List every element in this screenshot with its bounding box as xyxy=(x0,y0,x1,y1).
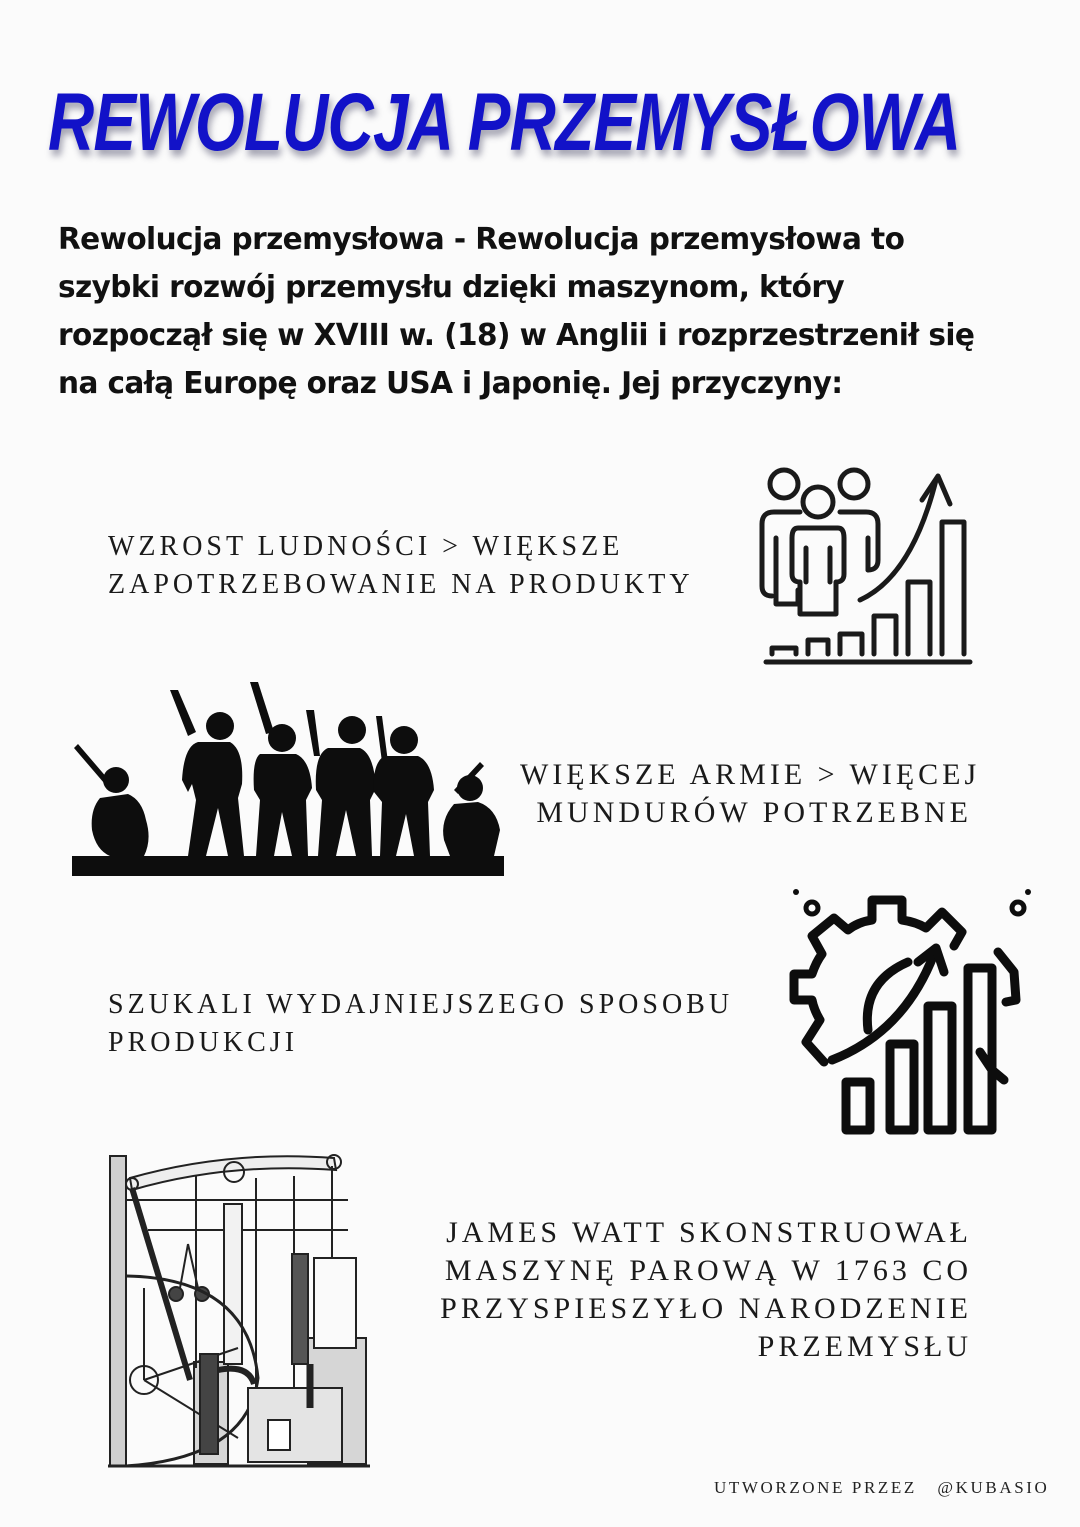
cause-steam-engine-text xyxy=(440,1214,972,1366)
intro-line: Rewolucja przemysłowa - Rewolucja przemysłowa to xyxy=(58,222,905,257)
cause-line: WIĘKSZE ARMIE > WIĘCEJ xyxy=(520,758,981,791)
intro-line: szybki rozwój przemysłu dzięki maszynom, który xyxy=(58,270,845,305)
steam-engine-engraving-image xyxy=(108,1148,370,1468)
footer-author: @KUBASIO xyxy=(937,1478,1050,1497)
gear-growth-chart-icon xyxy=(784,882,1040,1138)
cause-line: PRZEMYSŁU xyxy=(757,1330,972,1363)
footer-credit xyxy=(714,1478,1049,1498)
intro-paragraph xyxy=(58,216,1023,408)
cause-armies-text xyxy=(520,756,981,832)
page-title: REWOLUCJA PRZEMYSŁOWA xyxy=(48,77,961,168)
cause-line: MUNDURÓW POTRZEBNE xyxy=(536,796,972,829)
cause-line: PRODUKCJI xyxy=(108,1027,299,1058)
cause-line: SZUKALI WYDAJNIEJSZEGO SPOSOBU xyxy=(108,989,734,1020)
intro-line: rozpoczął się w XVIII w. (18) w Anglii i rozprzestrzenił się xyxy=(58,318,975,353)
intro-line: na całą Europę oraz USA i Japonię. Jej przyczyny: xyxy=(58,366,843,401)
cause-line: MASZYNĘ PAROWĄ W 1763 CO xyxy=(444,1254,972,1287)
footer-label: UTWORZONE PRZEZ xyxy=(714,1478,917,1497)
cause-line: ZAPOTRZEBOWANIE NA PRODUKTY xyxy=(108,569,694,600)
cause-population-text xyxy=(108,528,694,604)
cause-line: PRZYSPIESZYŁO NARODZENIE xyxy=(440,1292,972,1325)
cause-line: WZROST LUDNOŚCI > WIĘKSZE xyxy=(108,531,624,562)
population-growth-chart-icon xyxy=(752,466,976,666)
soldiers-silhouette-image xyxy=(70,680,506,880)
cause-efficiency-text xyxy=(108,986,733,1062)
cause-line: JAMES WATT SKONSTRUOWAŁ xyxy=(446,1216,972,1249)
